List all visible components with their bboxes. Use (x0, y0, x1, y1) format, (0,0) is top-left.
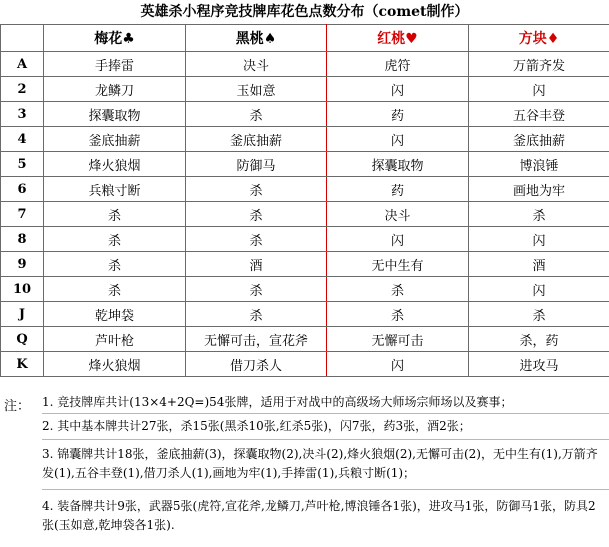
card-cell: 手捧雷 (44, 52, 186, 77)
rank-cell: Q (1, 327, 44, 352)
card-cell: 杀 (186, 102, 327, 127)
card-cell: 杀 (44, 202, 186, 227)
card-cell: 闪 (327, 227, 469, 252)
note-1: 1. 竞技牌库共计(13×4+2Q=)54张牌，适用于对战中的高级场大师场宗师场以及赛事； (42, 395, 513, 409)
card-cell: 药 (327, 177, 469, 202)
card-cell: 烽火狼烟 (44, 152, 186, 177)
table-row (1, 327, 609, 352)
rank-cell: 9 (1, 252, 44, 277)
rank-cell: 3 (1, 102, 44, 127)
table-row (1, 352, 609, 377)
card-cell: 玉如意 (186, 77, 327, 102)
card-cell: 杀 (186, 277, 327, 302)
card-distribution-table (0, 24, 609, 377)
card-cell: 烽火狼烟 (44, 352, 186, 377)
rank-cell: 5 (1, 152, 44, 177)
card-cell: 决斗 (186, 52, 327, 77)
note-2: 2. 其中基本牌共计27张，杀15张(黑杀10张,红杀5张)，闪7张，药3张，酒2张； (42, 419, 471, 433)
card-cell: 决斗 (327, 202, 469, 227)
card-cell: 无中生有 (327, 252, 469, 277)
card-cell: 杀，药 (469, 327, 609, 352)
header-row (1, 25, 609, 52)
notes-label: 注： (4, 399, 31, 414)
card-cell: 探囊取物 (327, 152, 469, 177)
card-cell: 探囊取物 (44, 102, 186, 127)
table-row (1, 52, 609, 77)
rank-cell: J (1, 302, 44, 327)
table-row (1, 302, 609, 327)
card-cell: 无懈可击 (327, 327, 469, 352)
table-row (1, 102, 609, 127)
rank-cell: 10 (1, 277, 44, 302)
card-cell: 杀 (469, 202, 609, 227)
rank-cell: 2 (1, 77, 44, 102)
table-row (1, 77, 609, 102)
rank-cell: 4 (1, 127, 44, 152)
card-cell: 杀 (44, 252, 186, 277)
card-cell: 酒 (186, 252, 327, 277)
table-row (1, 277, 609, 302)
rank-cell: 8 (1, 227, 44, 252)
card-cell: 兵粮寸断 (44, 177, 186, 202)
header-rank-cell (1, 25, 44, 52)
card-cell: 杀 (327, 302, 469, 327)
note-divider (42, 413, 609, 414)
card-cell: 博浪锤 (469, 152, 609, 177)
rank-cell: A (1, 52, 44, 77)
card-cell: 五谷丰登 (469, 102, 609, 127)
card-cell: 闪 (469, 277, 609, 302)
table-row (1, 152, 609, 177)
note-3: 3. 锦囊牌共计18张，釜底抽薪(3)，探囊取物(2),决斗(2),烽火狼烟(2),无懈可击(2)，无中生有(1),万箭齐发(1),五谷丰登(1),借刀杀人(1),画地为牢(1),手捧雷(1),兵粮寸断(1)； (42, 447, 598, 480)
card-cell: 釜底抽薪 (469, 127, 609, 152)
rank-cell: K (1, 352, 44, 377)
header-suit-clubs: 梅花♣ (44, 25, 186, 52)
page-title: 英雄杀小程序竞技牌库花色点数分布（comet制作） (140, 4, 469, 20)
table-row (1, 252, 609, 277)
card-cell: 杀 (44, 277, 186, 302)
card-cell: 万箭齐发 (469, 52, 609, 77)
header-suit-hearts: 红桃♥ (327, 25, 469, 52)
card-cell: 闪 (327, 77, 469, 102)
card-cell: 闪 (469, 227, 609, 252)
card-cell: 杀 (186, 202, 327, 227)
card-cell: 釜底抽薪 (186, 127, 327, 152)
card-cell: 芦叶枪 (44, 327, 186, 352)
card-cell: 闪 (327, 352, 469, 377)
table-row (1, 227, 609, 252)
table-row (1, 202, 609, 227)
card-cell: 乾坤袋 (44, 302, 186, 327)
card-cell: 杀 (186, 302, 327, 327)
rank-cell: 7 (1, 202, 44, 227)
card-cell: 防御马 (186, 152, 327, 177)
card-cell: 杀 (327, 277, 469, 302)
card-cell: 借刀杀人 (186, 352, 327, 377)
card-cell: 杀 (469, 302, 609, 327)
card-cell: 杀 (186, 177, 327, 202)
note-divider (42, 489, 609, 490)
card-cell: 药 (327, 102, 469, 127)
card-cell: 杀 (186, 227, 327, 252)
note-4: 4. 装备牌共计9张，武器5张(虎符,宣花斧,龙鳞刀,芦叶枪,博浪锤各1张)，进攻马1张，防御马1张，防具2张(玉如意,乾坤袋各1张). (42, 499, 596, 532)
card-cell: 进攻马 (469, 352, 609, 377)
card-cell: 酒 (469, 252, 609, 277)
rank-cell: 6 (1, 177, 44, 202)
table-row (1, 177, 609, 202)
card-cell: 虎符 (327, 52, 469, 77)
note-divider (42, 439, 609, 440)
card-cell: 釜底抽薪 (44, 127, 186, 152)
header-suit-spades: 黑桃♠ (186, 25, 327, 52)
card-cell: 龙鳞刀 (44, 77, 186, 102)
card-cell: 闪 (469, 77, 609, 102)
card-cell: 闪 (327, 127, 469, 152)
card-cell: 杀 (44, 227, 186, 252)
table-row (1, 127, 609, 152)
card-cell: 画地为牢 (469, 177, 609, 202)
header-suit-diamonds: 方块♦ (469, 25, 609, 52)
card-cell: 无懈可击，宣花斧 (186, 327, 327, 352)
